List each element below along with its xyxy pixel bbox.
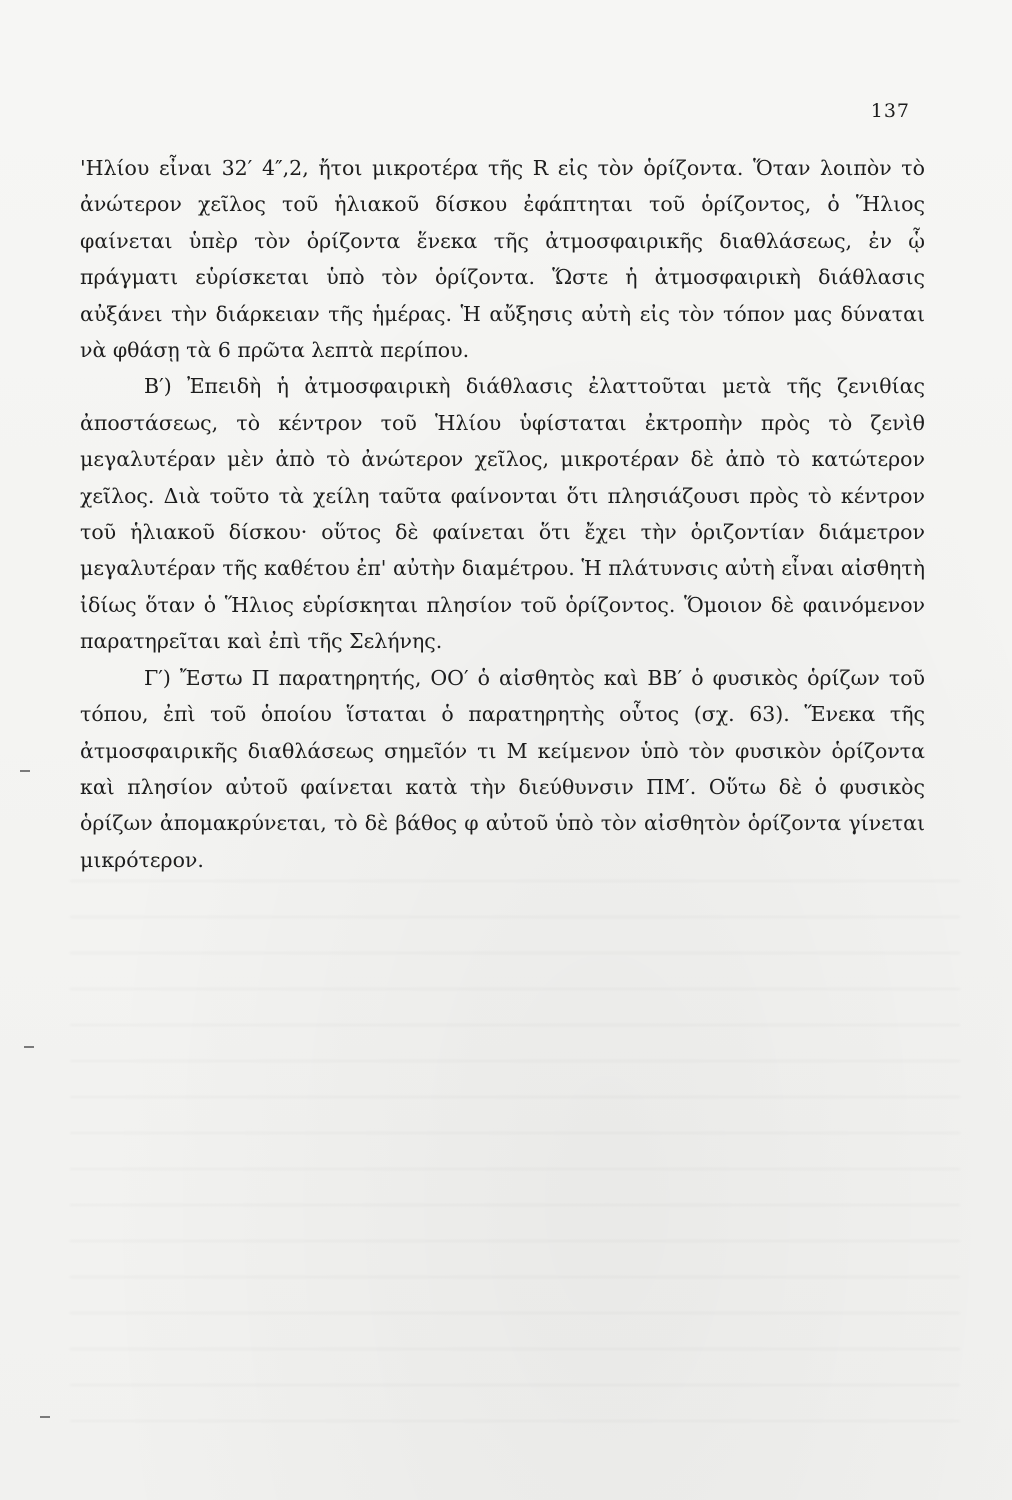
show-through-texture [70,880,960,1440]
paragraph-3: Γ′) Ἔστω Π παρατηρητής, ΟΟ′ ὁ αἰσθητὸς καὶ ΒΒ′ ὁ φυσικὸς ὁρίζων τοῦ τόπου, ἐπὶ τοῦ ὁποίου ἵσταται ὁ παρατηρητὴς οὗτος (σχ. 63). Ἕνεκα τῆς ἀτμοσφαιρικῆς διαθλάσεως σημεῖόν τι Μ κείμενον ὑπὸ τὸν φυσικὸν ὁρίζοντα καὶ πλησίον αὐτοῦ φαίνεται κατὰ τὴν διεύθυνσιν ΠΜ′. Οὕτω δὲ ὁ φυσικὸς ὁρίζων ἀπομακρύνεται, τὸ δὲ βάθος φ αὐτοῦ ὑπὸ τὸν αἰσθητὸν ὁρίζοντα γίνεται μικρότερον. [80,665,925,872]
paragraph-2: Β′) Ἐπειδὴ ἡ ἀτμοσφαιρικὴ διάθλασις ἐλαττοῦται μετὰ τῆς ζενιθίας ἀποστάσεως, τὸ κέντρον τοῦ Ἡλίου ὑφίσταται ἐκτροπὴν πρὸς τὸ ζενὶθ μεγαλυτέραν μὲν ἀπὸ τὸ ἀνώτερον χεῖλος, μικροτέραν δὲ ἀπὸ τὸ κατώτερον χεῖλος. Διὰ τοῦτο τὰ χείλη ταῦτα φαίνονται ὅτι πλησιάζουσι πρὸς τὸ κέντρον τοῦ ἡλιακοῦ δίσκου· οὕτος δὲ φαίνεται ὅτι ἔχει τὴν ὁριζοντίαν διάμετρον μεγαλυτέραν τῆς καθέτου ἐπ' αὐτὴν διαμέτρου. Ἡ πλάτυνσις αὐτὴ εἶναι αἰσθητὴ ἰδίως ὅταν ὁ Ἥλιος εὑρίσκηται πλησίον τοῦ ὁρίζοντος. Ὅμοιον δὲ φαινόμενον παρατηρεῖται καὶ ἐπὶ τῆς Σελήνης. [80,374,925,654]
page-number: 137 [870,100,910,122]
paragraph-1: 'Ηλίου εἶναι 32′ 4″,2, ἤτοι μικροτέρα τῆς R εἰς τὸν ὁρίζοντα. Ὅταν λοιπὸν τὸ ἀνώτερον χεῖλος τοῦ ἡλιακοῦ δίσκου ἐφάπτηται τοῦ ὁρίζοντος, ὁ Ἥλιος φαίνεται ὑπὲρ τὸν ὁρίζοντα ἕνεκα τῆς ἀτμοσφαιρικῆς διαθλάσεως, ἐν ᾧ πράγματι εὑρίσκεται ὑπὸ τὸν ὁρίζοντα. Ὥστε ἡ ἀτμοσφαιρικὴ διάθλασις αὐξάνει τὴν διάρκειαν τῆς ἡμέρας. Ἡ αὔξησις αὐτὴ εἰς τὸν τόπον μας δύναται νὰ φθάσῃ τὰ 6 πρῶτα λεπτὰ περίπου. [80,156,925,363]
margin-mark [20,770,30,772]
margin-mark [40,1416,50,1418]
margin-mark [24,1046,34,1048]
body-text [80,150,925,878]
